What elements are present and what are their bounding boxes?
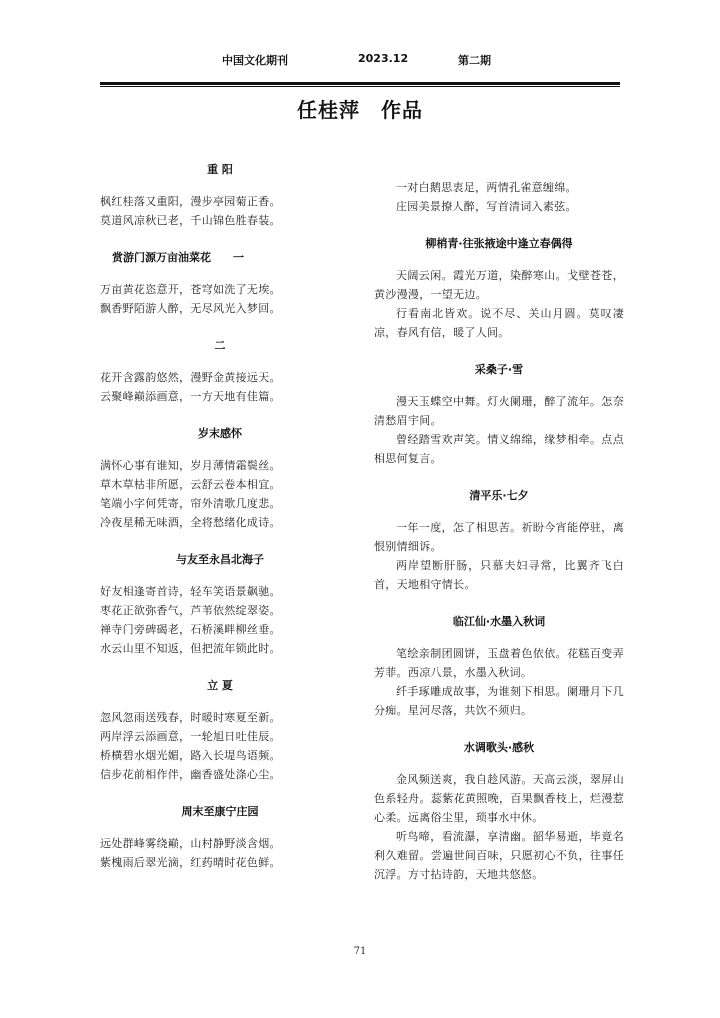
issue-date: 2023.12	[358, 52, 409, 65]
poem-title: 与友至永昌北海子	[176, 553, 264, 566]
poem-stanza: 天阔云闲。霞光万道，染醉寒山。戈壁苍苍，黄沙漫漫，一望无边。	[374, 269, 624, 301]
poem-stanza: 漫天玉蝶空中舞。灯火阑珊，醉了流年。怎奈清愁眉宇间。	[374, 395, 624, 427]
poem-line: 禅寺门旁碑碣老，石桥溪畔柳丝垂。	[100, 623, 281, 636]
poem-line: 笔端小字何凭寄，帘外清歌几度悲。	[100, 497, 281, 510]
page-number: 71	[353, 946, 367, 957]
poem-stanza: 金风频送爽，我自趁风游。天高云淡，翠屏山色系轻舟。蕊紫花黄照晚，百果飘香枝上，烂漫惹心柔。远离俗尘里，琐事水中休。	[374, 773, 624, 824]
poem-line: 草木草枯非所愿，云舒云卷本相宜。	[100, 478, 281, 491]
page-title: 任桂萍 作品	[297, 98, 423, 122]
poem-line: 云聚峰巅添画意，一方天地有佳篇。	[100, 390, 281, 403]
poem-title: 临江仙·水墨入秋词	[452, 615, 546, 628]
poem-stanza: 两岸望断肝肠，只慕夫妇寻常，比翼齐飞白首，天地相守情长。	[374, 559, 624, 591]
poem-line: 庄园美景撩人醉，写首清词入素弦。	[396, 200, 577, 213]
poem-title: 重 阳	[207, 163, 233, 176]
poem-title: 水调歌头·感秋	[463, 741, 535, 754]
poem-line: 飘香野陌游人醉，无尽风光入梦回。	[100, 302, 281, 315]
poem-line: 冷夜星稀无味酒，全将愁绪化成诗。	[100, 516, 281, 529]
poem-title: 采桑子·雪	[474, 363, 524, 376]
poem-line: 枫红桂落又重阳，漫步亭园菊正香。	[100, 195, 281, 208]
issue-number: 第二期	[458, 54, 491, 67]
header-rule-thick	[100, 82, 620, 85]
poem-line: 万亩黄花恣意开，苍穹如洗了无埃。	[100, 283, 281, 296]
poem-line: 枣花正欲弥香气，芦苇依然绽翠姿。	[100, 604, 281, 617]
poem-title: 立 夏	[207, 679, 233, 692]
poem-line: 花开含露韵悠然，漫野金黄接远天。	[100, 371, 281, 384]
poem-line: 忽风忽雨送残春，时暖时寒夏至新。	[100, 711, 281, 724]
poem-line: 一对白鹅思衷足，两情孔雀意缠绵。	[396, 181, 577, 194]
poem-stanza: 行看南北皆欢。说不尽、关山月圆。莫叹凄凉，春风有信，暖了人间。	[374, 307, 624, 339]
poem-stanza: 纤手琢雕成故事，为谁刻下相思。阑珊月下几分痴。星河尽落，共饮不须归。	[374, 685, 624, 717]
poem-title: 赏游门源万亩油菜花 一	[112, 251, 244, 264]
poem-line: 远处群峰雾绕巅，山村静野淡含烟。	[100, 837, 281, 850]
left-column	[100, 160, 340, 872]
right-column	[374, 178, 624, 884]
poem-title: 周末至康宁庄园	[181, 805, 259, 818]
poem-title: 二	[214, 339, 226, 352]
poem-stanza: 笔绘亲制团圆饼，玉盘着色依依。花糕百变弄芳菲。西凉八景，水墨入秋词。	[374, 647, 624, 679]
poem-line: 两岸浮云添画意，一轮旭日吐佳辰。	[100, 730, 281, 743]
journal-name: 中国文化期刊	[222, 54, 288, 67]
poem-title: 岁末感怀	[198, 427, 242, 440]
header-rule-thin	[100, 86, 620, 87]
poem-line: 莫道风凉秋已老，千山锦色胜春装。	[100, 214, 281, 227]
poem-title: 清平乐·七夕	[469, 489, 529, 502]
poem-stanza: 一年一度，怎了相思苦。祈盼今宵能停驻，离恨别情细诉。	[374, 521, 624, 553]
running-header	[0, 52, 720, 70]
poem-stanza: 曾经踏雪欢声笑。情义绵绵，缘梦相牵。点点相思何复言。	[374, 433, 624, 465]
poem-line: 桥横碧水烟光媚，路入长堤鸟语频。	[100, 749, 281, 762]
poem-line: 满怀心事有谁知，岁月薄情霜鬓丝。	[100, 459, 281, 472]
poem-line: 紫槐雨后翠光滴，红药晴时花色鲜。	[100, 856, 281, 869]
poem-stanza: 听鸟啼，看流瀑，享清幽。韶华易逝，毕竟名利久难留。尝遍世间百味，只愿初心不负，往事任沉浮。方寸拈诗韵，天地共悠悠。	[374, 830, 624, 881]
poem-line: 好友相逢寄首诗，轻车笑语景飙驰。	[100, 585, 281, 598]
poem-title: 柳梢青·往张掖途中逢立春偶得	[425, 237, 573, 250]
poem-line: 水云山里不知返，但把流年锁此时。	[100, 642, 281, 655]
poem-line: 信步花前相作伴，幽香盛处涤心尘。	[100, 768, 281, 781]
